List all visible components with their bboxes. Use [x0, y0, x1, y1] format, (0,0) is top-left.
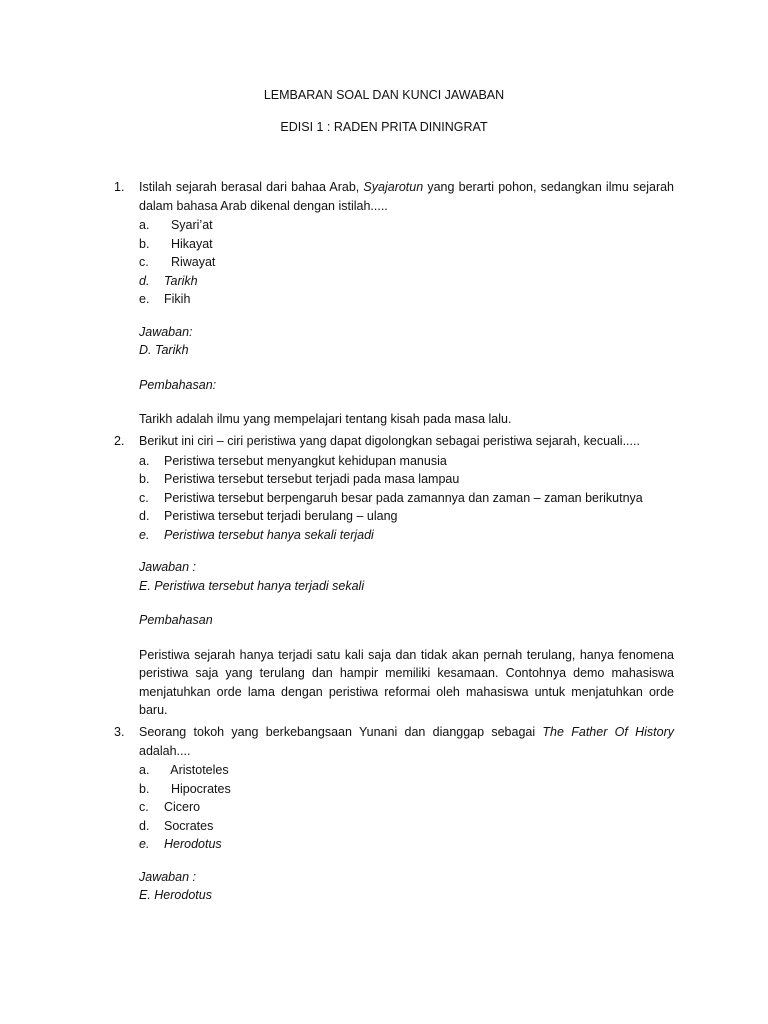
answer-value: E. Peristiwa tersebut hanya terjadi sekali — [139, 578, 365, 593]
explanation-text: Tarikh adalah ilmu yang mempelajari tentang kisah pada masa lalu. — [139, 412, 512, 427]
question-3 — [114, 723, 674, 905]
document-title: LEMBARAN SOAL DAN KUNCI JAWABAN — [263, 88, 505, 102]
option-a: a. Syari’at — [139, 218, 213, 232]
option-e: e. Herodotus — [139, 837, 222, 852]
explanation-label: Pembahasan: — [139, 377, 217, 392]
option-e: e. Fikih — [139, 292, 191, 307]
question-1 — [114, 178, 674, 429]
option-b: b. Peristiwa tersebut tersebut terjadi pada masa lampau — [139, 472, 460, 487]
answer-label: Jawaban : — [139, 869, 196, 884]
option-e: e. Peristiwa tersebut hanya sekali terjadi — [139, 527, 374, 542]
answer-label: Jawaban : — [139, 560, 196, 575]
option-list — [139, 452, 674, 545]
answer-value: E. Herodotus — [139, 888, 212, 903]
question-text: Seorang tokoh yang berkebangsaan Yunani dan dianggap sebagai The Father Of History adalah.... — [139, 725, 674, 758]
question-number: 2. — [114, 434, 125, 448]
question-2 — [114, 432, 674, 720]
option-a: a. Aristoteles — [139, 763, 229, 777]
option-b: b. Hipocrates — [139, 781, 231, 796]
question-text: Istilah sejarah berasal dari bahaa Arab, Syajarotun yang berarti pohon, sedangkan ilmu sejarah dalam bahasa Arab dikenal dengan istilah..... — [139, 180, 675, 213]
question-number: 1. — [114, 180, 125, 194]
option-d: d. Socrates — [139, 818, 214, 833]
document-subtitle: EDISI 1 : RADEN PRITA DININGRAT — [280, 120, 488, 134]
option-c: c. Peristiwa tersebut berpengaruh besar pada zamannya dan zaman – zaman berikutnya — [139, 490, 643, 505]
question-text: Berikut ini ciri – ciri peristiwa yang dapat digolongkan sebagai peristiwa sejarah, kecuali..... — [139, 434, 640, 448]
answer-label: Jawaban: — [139, 324, 193, 339]
explanation-text: Peristiwa sejarah hanya terjadi satu kali saja dan tidak akan pernah terulang, hanya fenomena peristiwa saja yang terulang dan hampir memiliki kesamaan. Contohnya demo mahasiswa menjatuhkan orde lama dengan peristiwa reformai oleh mahasiswa untuk menjatuhkan orde baru. — [139, 647, 674, 718]
option-a: a. Peristiwa tersebut menyangkut kehidupan manusia — [139, 453, 447, 468]
option-list — [139, 216, 674, 309]
option-c: c. Cicero — [139, 800, 201, 815]
question-number: 3. — [114, 725, 125, 739]
option-d: d. Tarikh — [139, 273, 198, 288]
option-b: b. Hikayat — [139, 236, 213, 251]
option-list — [139, 761, 674, 854]
option-c: c. Riwayat — [139, 255, 216, 270]
answer-value: D. Tarikh — [139, 343, 189, 358]
option-d: d. Peristiwa tersebut terjadi berulang – ulang — [139, 509, 398, 524]
explanation-label: Pembahasan — [139, 613, 213, 628]
